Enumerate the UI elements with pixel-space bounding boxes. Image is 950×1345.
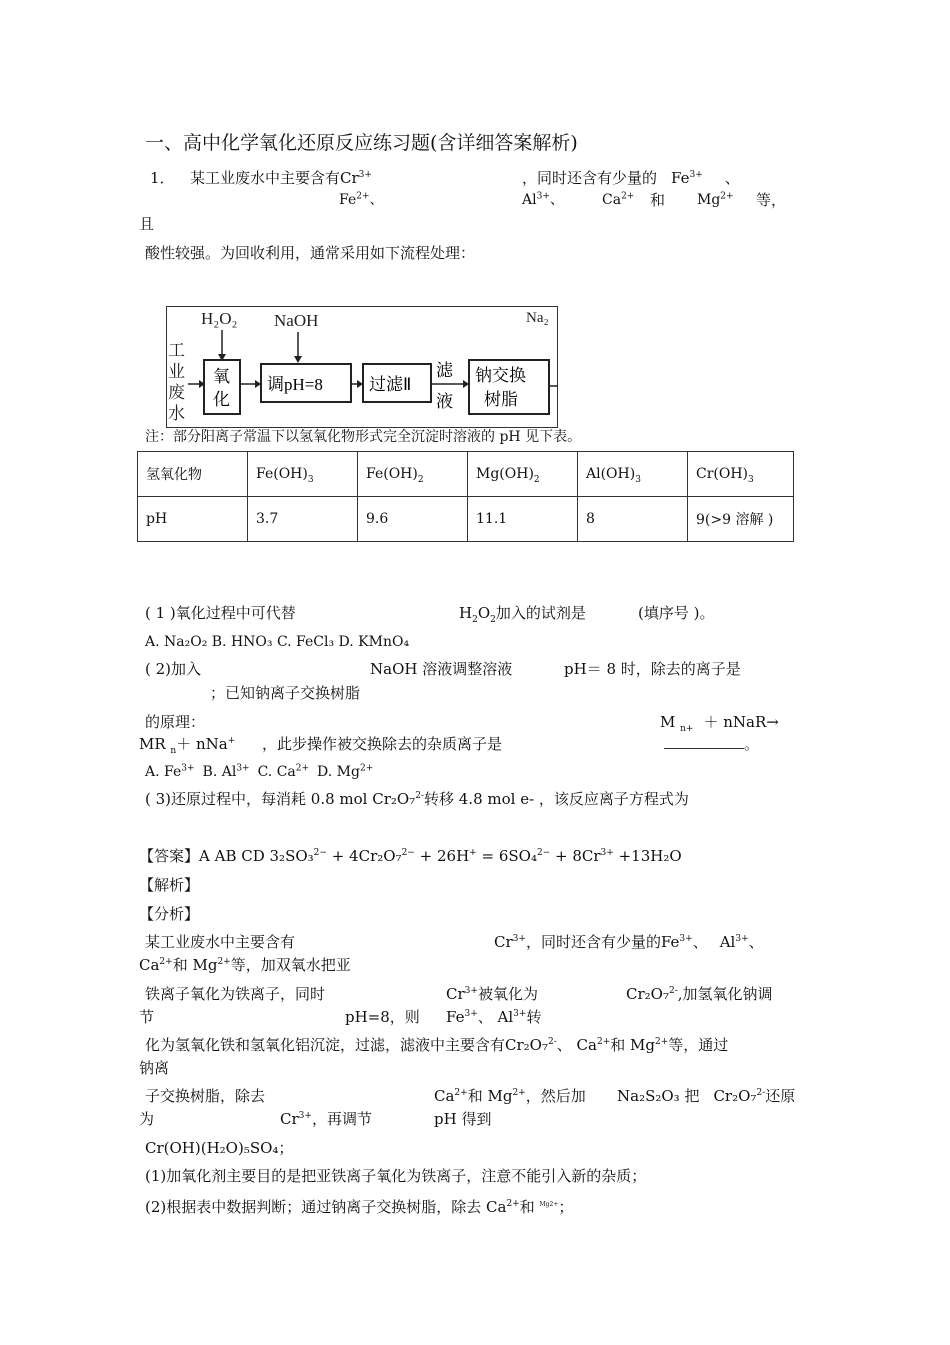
analysis-l7e: Na₂S₂O₃ 把 Cr₂O₇$^{2-}$还原 bbox=[617, 1087, 796, 1105]
analysis-l3b: $Cr^{3+}$被氧化为 bbox=[446, 985, 538, 1003]
table-cell: pH bbox=[138, 497, 248, 542]
analysis-step2: (2)根据表中数据判断；通过钠离子交换树脂，除去 $Ca^{2+}$和 $^{Mg2+}$； bbox=[145, 1198, 574, 1216]
analysis-l4b: pH=8，则 bbox=[345, 1008, 420, 1026]
analysis-l5: 化为氢氧化铁和氢氧化铝沉淀，过滤，滤液中主要含有Cr₂O₇$^{2-}$、 $Ca^{2+}$和 $Mg^{2+}$等，通过 bbox=[145, 1036, 729, 1054]
analysis-l8d: pH 得到 bbox=[434, 1110, 492, 1128]
analysis-l4a: 节 bbox=[139, 1008, 155, 1026]
source-char-1: 工 bbox=[168, 341, 185, 360]
answer-line: 【答案】A AB CD $3_2SO_3^{2-} + 4Cr_2O_7^{2-} + 26H^+ = 6SO_4^{2-} + 8Cr^{3+} +13H_2O$ bbox=[139, 847, 682, 865]
box-filter-label: 过滤Ⅱ bbox=[369, 375, 412, 394]
box-adjust-ph-label: 调pH=8 bbox=[267, 375, 323, 394]
part2-a: ( 2)加入 bbox=[145, 660, 202, 678]
source-char-4: 水 bbox=[168, 404, 185, 423]
analysis-l8a: 为 bbox=[139, 1110, 155, 1128]
analysis-l7b: $Ca^{2+}$和 $Mg^{2+}$，然后加 bbox=[434, 1087, 586, 1105]
q1-intro: 某工业废水中主要含有$Cr^{3+}$ bbox=[190, 169, 372, 187]
part2-d: ；已知钠离子交换树脂 bbox=[210, 684, 361, 702]
filtrate-char-1: 滤 bbox=[436, 361, 453, 380]
part2-options: A. $Fe^{3+}$ B. $Al^{3+}$ C. $Ca^{2+}$ D. $Mg^{2+}$ bbox=[145, 763, 374, 780]
q1-acid: 酸性较强。为回收利用，通常采用如下流程处理： bbox=[145, 244, 476, 262]
q1-intro-b: ，同时还含有少量的 $Fe^{3+}$ 、 bbox=[522, 169, 740, 187]
analysis-l2: $Ca^{2+}$和 $Mg^{2+}$等，加双氧水把亚 bbox=[139, 956, 351, 974]
table-cell: 9.6 bbox=[358, 497, 468, 542]
table-cell: 9(>9 溶解 ) bbox=[688, 497, 794, 542]
part1-stem-c: (填序号 )。 bbox=[638, 604, 715, 622]
table-cell: 11.1 bbox=[468, 497, 578, 542]
table-cell: $Cr(OH)_3$ bbox=[688, 452, 794, 497]
page-title: 一、高中化学氧化还原反应练习题(含详细答案解析) bbox=[145, 132, 578, 154]
analysis-l1a: 某工业废水中主要含有 bbox=[145, 933, 296, 951]
analysis-step1: (1)加氧化剂主要目的是把亚铁离子氧化为铁离子，注意不能引入新的杂质； bbox=[145, 1167, 647, 1185]
part1-options: A. Na₂O₂ B. HNO₃ C. FeCl₃ D. KMnO₄ bbox=[145, 634, 410, 650]
table-cell: $Fe(OH)_2$ bbox=[358, 452, 468, 497]
table-cell: $Fe(OH)_3$ bbox=[248, 452, 358, 497]
word-and: 和 bbox=[650, 191, 666, 209]
analysis-l7a: 子交换树脂，除去 bbox=[145, 1087, 266, 1105]
table-header-row bbox=[138, 452, 794, 497]
part2-blank: 。 bbox=[664, 734, 759, 754]
h2o2-label: H₂O₂ bbox=[201, 309, 238, 328]
analysis-l8b: $Cr^{3+}$，再调节 bbox=[280, 1110, 372, 1128]
source-char-3: 废 bbox=[168, 383, 185, 402]
analysis-l1b: $Cr^{3+}$，同时还含有少量的$Fe^{3+}$、 $Al^{3+}$、 bbox=[494, 933, 764, 951]
analysis-l4c: $Fe^{3+}$、 $Al^{3+}$转 bbox=[446, 1008, 542, 1026]
box-oxidation-line1: 氧 bbox=[213, 367, 230, 386]
ion-fe2: $Fe^{2+}$、 bbox=[339, 191, 384, 208]
answer-blank bbox=[664, 734, 744, 749]
table-note: 注：部分阳离子常温下以氢氧化物形式完全沉淀时溶液的 pH 见下表。 bbox=[145, 429, 582, 445]
ion-al3: $Al^{3+}$、 bbox=[522, 191, 564, 208]
part3: ( 3)还原过程中，每消耗 0.8 mol Cr₂O₇$^{2-}$转移 4.8 mol e- ，该反应离子方程式为 bbox=[145, 790, 689, 808]
analysis-l3a: 铁离子氧化为铁离子，同时 bbox=[145, 985, 326, 1003]
ph-table bbox=[137, 451, 794, 542]
jiexi-label: 【解析】 bbox=[139, 876, 200, 894]
box-ion-exchange-line2: 树脂 bbox=[484, 390, 518, 409]
part2-c: pH＝ 8 时，除去的离子是 bbox=[564, 660, 741, 678]
part1-stem: ( 1 )氧化过程中可代替 bbox=[145, 604, 296, 622]
part1-stem-b: $H_2O_2$加入的试剂是 bbox=[459, 604, 586, 625]
part2-f: M $_{n+}$ ＋ nNaR→ bbox=[660, 713, 779, 734]
naoh-label: NaOH bbox=[274, 311, 319, 330]
ion-ca2: $Ca^{2+}$ bbox=[602, 191, 635, 208]
table-cell: 氢氧化物 bbox=[138, 452, 248, 497]
table-cell: $Al(OH)_3$ bbox=[578, 452, 688, 497]
word-qie: 且 bbox=[139, 215, 155, 233]
ion-mg2: $Mg^{2+}$ bbox=[697, 191, 734, 208]
part2-b: NaOH 溶液调整溶液 bbox=[370, 660, 513, 678]
analysis-l3d: Cr₂O₇$^{2-}$,加氢氧化钠调 bbox=[626, 985, 773, 1003]
part2-h: MR $_n$＋ nNa+ bbox=[139, 735, 236, 756]
analysis-l6: 钠离 bbox=[139, 1059, 170, 1077]
box-oxidation-line2: 化 bbox=[213, 390, 230, 409]
part2-e: 的原理： bbox=[145, 713, 206, 731]
word-deng: 等， bbox=[756, 191, 787, 209]
process-flow-diagram bbox=[166, 306, 558, 428]
source-char-2: 业 bbox=[168, 362, 185, 381]
table-cell: $Mg(OH)_2$ bbox=[468, 452, 578, 497]
fenxi-label: 【分析】 bbox=[139, 905, 200, 923]
table-row bbox=[138, 497, 794, 542]
table-cell: 3.7 bbox=[248, 497, 358, 542]
analysis-l9: Cr(OH)(H₂O)₅SO₄； bbox=[145, 1139, 294, 1157]
part2-j: ，此步操作被交换除去的杂质离子是 bbox=[262, 735, 503, 753]
filtrate-char-2: 液 bbox=[436, 392, 453, 411]
na2-label: Na₂ bbox=[526, 310, 549, 326]
question-number: 1． bbox=[150, 169, 175, 187]
table-cell: 8 bbox=[578, 497, 688, 542]
box-ion-exchange-line1: 钠交换 bbox=[475, 366, 526, 385]
